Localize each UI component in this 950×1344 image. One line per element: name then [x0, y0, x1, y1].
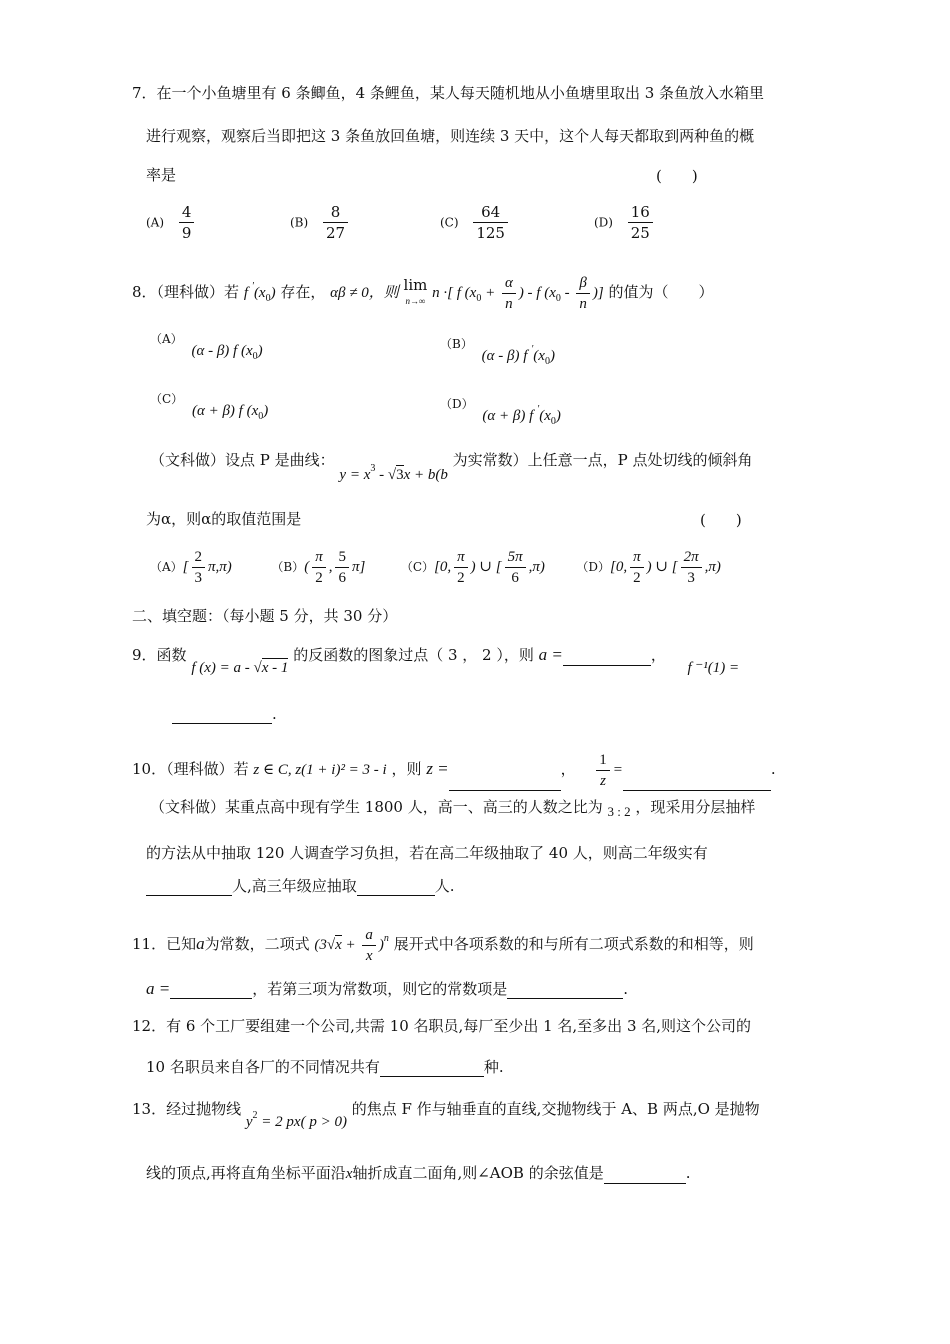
option-label: （D） — [440, 397, 474, 411]
q8-suffix: 的值为（ ） — [608, 282, 714, 301]
q9-function: f (x) = a - √x - 1 — [191, 660, 289, 676]
option-label: (C) — [440, 215, 459, 230]
q13-end: . — [685, 1164, 691, 1182]
q10-blank-z[interactable] — [449, 774, 561, 791]
q7-answer-paren: ( ) — [656, 167, 698, 185]
option-label: (B) — [290, 215, 309, 230]
q12-line2 — [146, 1057, 504, 1077]
option-label: (D) — [594, 215, 613, 230]
option-label: （D） — [576, 559, 611, 574]
fraction-numerator: 8 — [323, 202, 348, 223]
q10-wen1b: ，现采用分层抽样 — [635, 798, 756, 816]
q11-prefix: 11．已知 — [132, 934, 197, 953]
fraction-denominator: 125 — [476, 224, 505, 242]
option-expr: (α + β) f $(x_0)$ — [191, 403, 269, 422]
q11-line1: 11．已知a为常数，二项式 (3√x + $\frac{a}{x}$ )$^n$ 展开式中各项系数的和与所有二项式系数的和相等，则 — [132, 927, 754, 964]
q8-wen-line1 — [150, 445, 753, 483]
q11-binomial: (3√x + $\frac{a}{x}$ )$^n$ — [314, 927, 389, 964]
q10-wen3b: 人. — [434, 877, 455, 895]
q10-blank-grade3[interactable] — [357, 879, 435, 896]
q10-wen-line1 — [150, 797, 755, 818]
q10-prefix: 10．（理科做）若 — [132, 759, 249, 778]
q7-option-a — [146, 202, 197, 243]
fraction-numerator: 16 — [628, 202, 653, 223]
q12-blank[interactable] — [380, 1060, 484, 1077]
wen-mid: 为实常数）上任意一点，P 点处切线的倾斜角 — [452, 451, 753, 469]
q11-line2 — [146, 979, 628, 999]
q13-parabola: $y^2 = 2$ px( p > 0) — [245, 1110, 347, 1130]
wen-option-c: （C）[0, $\frac{\pi}{2}$ ) ∪ [ $\frac{5\pi}{6}$ ,π) — [400, 549, 545, 586]
q11-blank-constant[interactable] — [507, 982, 623, 999]
q11-a-label: a = — [146, 979, 171, 998]
fraction-denominator: 25 — [630, 224, 650, 242]
option-label: （A） — [150, 559, 183, 574]
q7-option-b — [290, 202, 351, 243]
option-expr: (α + β) f $'(x_0)$ — [482, 404, 561, 427]
q12-line2-text: 10 名职员来自各厂的不同情况共有 — [146, 1058, 380, 1076]
q13-mid: 的焦点 F 作与轴垂直的直线,交抛物线于 A、B 两点,O 是抛物 — [351, 1100, 760, 1118]
wen-option-b: （B）( $\frac{\pi}{2}$ , $\frac{5}{6}$ π] — [271, 549, 366, 586]
q9-blank-a[interactable] — [563, 649, 651, 666]
q10-line1 — [132, 750, 776, 791]
wen-prefix: （文科做）设点 P 是曲线： — [150, 451, 335, 469]
fraction-numerator: 64 — [473, 202, 508, 223]
q13-line2b: 轴折成直二面角,则∠AOB 的余弦值是 — [352, 1164, 604, 1182]
q8-prefix: 8．（理科做）若 — [132, 282, 240, 301]
q10-reciprocal: $\frac{1}{z}$ = — [593, 762, 623, 778]
q10-blank-reciprocal[interactable] — [623, 774, 771, 791]
q11-mid: 为常数，二项式 — [204, 934, 310, 953]
option-expr: (α - β) f $'(x_0)$ — [481, 344, 555, 367]
section-title: 二、填空题：（每小题 5 分，共 30 分） — [132, 607, 398, 625]
option-label: （A） — [150, 332, 183, 346]
q10-wen-line2: 的方法从中抽取 120 人调查学习负担，若在高二年级抽取了 40 人，则高二年级实有 — [146, 844, 708, 862]
q13-line2-text: 线的顶点,再将直角坐标平面沿 — [146, 1164, 346, 1182]
q8-wen-line2: 为α，则α的取值范围是 — [146, 510, 302, 528]
q7-line3: 率是 — [146, 166, 177, 184]
q13-blank[interactable] — [604, 1167, 686, 1184]
q10-then: ，则 — [391, 759, 422, 778]
curve-equation: $y = x^3 - √3x + b(b$ — [339, 463, 448, 483]
q10-wen-line3 — [146, 876, 455, 896]
q8-option-b — [440, 328, 555, 367]
option-label: （B） — [271, 559, 305, 574]
q11-end: . — [623, 980, 629, 998]
fraction-denominator: 27 — [325, 224, 346, 242]
q13-line2: 线的顶点,再将直角坐标平面沿x轴折成直二面角,则∠AOB 的余弦值是 . — [146, 1164, 691, 1182]
q10-wen1: （文科做）某重点高中现有学生 1800 人，高一、高三的人数之比为 — [150, 798, 603, 816]
option-label: (A) — [146, 215, 165, 230]
wen-option-d: （D）[0, $\frac{\pi}{2}$ ) ∪ [ $\frac{2\pi}{3}$ ,π) — [576, 549, 721, 586]
q8-option-c — [150, 388, 269, 422]
option-label: （B） — [440, 337, 473, 351]
q8-limit — [403, 275, 428, 308]
q9-line1 — [132, 645, 740, 676]
q7-line1: 7．在一个小鱼塘里有 6 条鲫鱼，4 条鲤鱼，某人每天随机地从小鱼塘里取出 3 条鱼放入水箱里 — [132, 84, 765, 102]
q11-line2b: ，若第三项为常数项，则它的常数项是 — [252, 980, 508, 998]
q10-z-label: z = — [426, 758, 449, 778]
q9-inverse-label: f ⁻¹(1) = — [687, 660, 740, 676]
q10-wen3a: 人,高三年级应抽取 — [232, 877, 357, 895]
lim-subscript: n→∞ — [405, 295, 426, 306]
q10-comma: ， — [560, 759, 576, 778]
q8-wen-answer-paren: ( ) — [700, 511, 742, 529]
q9-a-label: a = — [538, 645, 563, 664]
option-expr: (α - β) f $(x_0)$ — [191, 343, 263, 362]
q9-blank-finv[interactable] — [172, 707, 272, 724]
q12-line1: 12．有 6 个工厂要组建一个公司,共需 10 名职员,每厂至少出 1 名,至多出 3 名,则这个公司的 — [132, 1017, 752, 1035]
q8-wen-options — [150, 547, 721, 588]
q9-end: . — [272, 705, 277, 723]
q9-prefix: 9．函数 — [132, 646, 187, 664]
q11-suffix: 展开式中各项系数的和与所有二项式系数的和相等，则 — [393, 934, 754, 953]
wen-option-a: （A）[ $\frac{2}{3}$ π,π) — [150, 549, 232, 586]
q8-exist: 存在， — [280, 282, 326, 301]
q11-blank-a[interactable] — [170, 982, 252, 999]
option-label: （C） — [400, 559, 435, 574]
q8-stem — [132, 273, 714, 314]
q8-derivative-expr: f $'(x_0)$ — [243, 280, 276, 304]
q7-option-c — [440, 202, 511, 243]
q10-blank-grade2[interactable] — [146, 879, 232, 896]
fraction-numerator: 4 — [179, 202, 195, 223]
q7-option-d — [594, 202, 656, 243]
q9-line2 — [172, 704, 277, 724]
q8-limit-expr: n ·[ f ($x_0$ + $\frac{\alpha}{n}$ ) - f ($x_0$ - $\frac{\beta}{n}$ )] — [432, 275, 604, 312]
q9-comma: ， — [650, 646, 666, 664]
fraction-denominator: 9 — [181, 224, 192, 242]
option-label: （C） — [150, 392, 184, 406]
q8-condition: αβ ≠ 0，则 — [330, 284, 399, 301]
q10-condition: z ∈ C, z(1 + i)² = 3 - i — [253, 761, 387, 778]
q13-prefix: 13．经过抛物线 — [132, 1100, 242, 1118]
q9-mid: 的反函数的图象过点（ 3 ， 2 ），则 — [293, 646, 534, 664]
lim-word: lim — [403, 275, 428, 294]
q8-option-a — [150, 328, 263, 362]
q7-line2: 进行观察，观察后当即把这 3 条鱼放回鱼塘，则连续 3 天中，这个人每天都取到两种鱼的概 — [146, 127, 755, 145]
q13-line1 — [132, 1094, 760, 1130]
q10-end: . — [770, 759, 776, 778]
q8-option-d — [440, 388, 561, 427]
q10-ratio: 3 : 2 — [607, 804, 631, 819]
q12-end: 种. — [483, 1058, 504, 1076]
